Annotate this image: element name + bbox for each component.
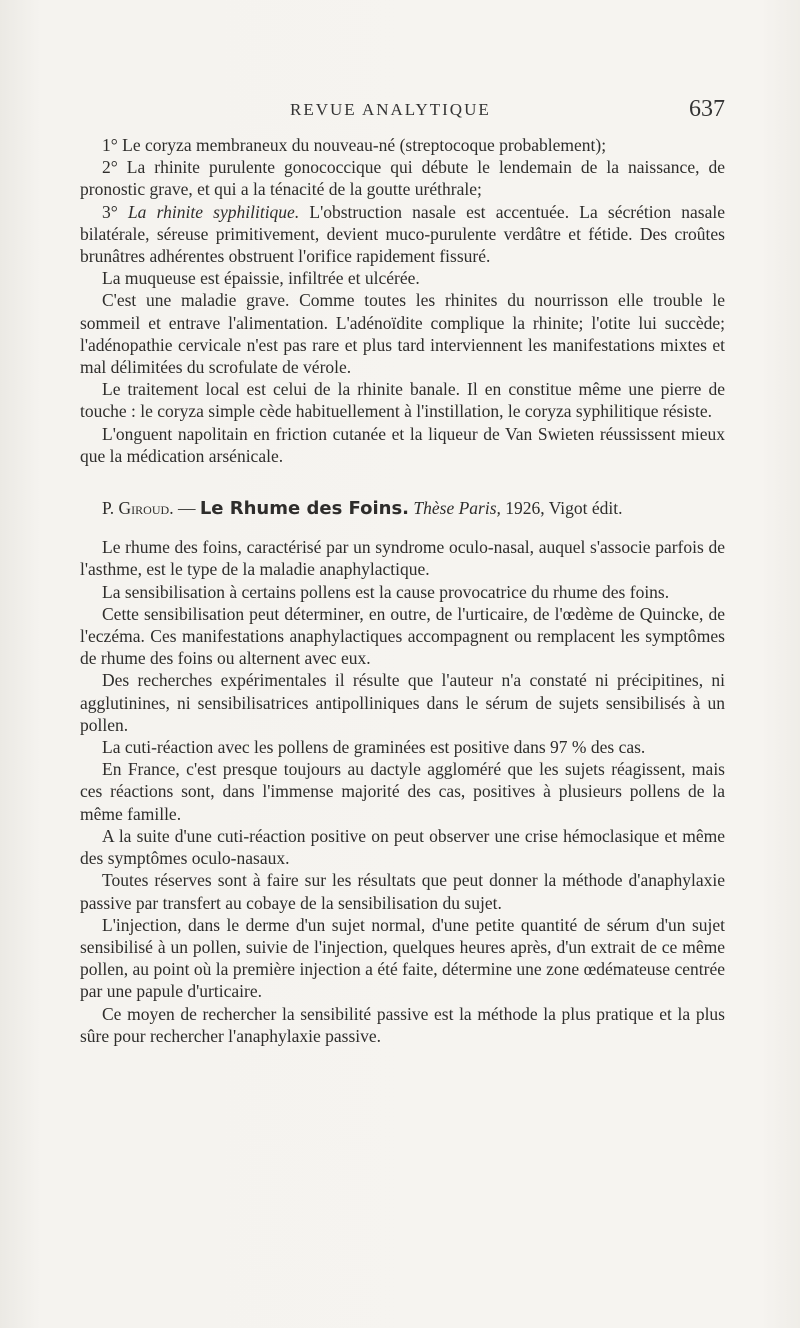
paragraph: 2° La rhinite purulente gonococcique qui débute le lendemain de la naissance, de pronostic grave, et qui a la ténacité de la goutte uréthrale; xyxy=(80,157,725,200)
paragraph: Le traitement local est celui de la rhinite banale. Il en constitue même une pierre de touche : le coryza simple cède habituellement à l'instillation, le coryza syphilitique résiste. xyxy=(80,379,725,422)
paragraph-text: L'obstruction nasale est accentuée. La sécrétion nasale bilatérale, séreuse primitivement, devient muco-purulente verdâtre et fétide. Des croûtes brunâtres adhérentes obstruent l'orifice rapidement fissuré. xyxy=(80,201,725,267)
paragraph: L'injection, dans le derme d'un sujet normal, d'une petite quantité de sérum d'un sujet sensibilisé à un pollen, suivie de l'injection, quelques heures après, d'un extrait de ce même pollen, au point où la première injection a été faite, détermine une zone œdémateuse centrée par une papule d'urticaire. xyxy=(80,914,725,1002)
paragraph xyxy=(80,201,725,268)
review-title: Le Rhume des Foins. xyxy=(199,498,410,520)
paragraph: Cette sensibilisation peut déterminer, en outre, de l'urticaire, de l'œdème de Quincke, de l'eczéma. Ces manifestations anaphylactiques accompagnent ou remplacent les symptômes de rhume des foins ou alternent avec eux. xyxy=(80,603,725,669)
paragraph: Ce moyen de rechercher la sensibilité passive est la méthode la plus pratique et la plus sûre pour rechercher l'anaphylaxie passive. xyxy=(80,1003,725,1046)
review-publisher: 1926, Vigot édit. xyxy=(500,498,623,519)
article-body xyxy=(80,134,725,1047)
author-initial: P. xyxy=(102,498,119,519)
paragraph: La sensibilisation à certains pollens est la cause provocatrice du rhume des foins. xyxy=(102,581,670,602)
paragraph: 1° Le coryza membraneux du nouveau-né (streptocoque probablement); xyxy=(102,135,607,155)
paragraph: A la suite d'une cuti-réaction positive on peut observer une crise hémoclasique et même des symptômes oculo-nasaux. xyxy=(80,825,725,869)
review-source: Thèse Paris, xyxy=(413,498,501,519)
review-heading xyxy=(80,497,725,520)
paragraph: Des recherches expérimentales il résulte que l'auteur n'a constaté ni précipitines, ni agglutinines, ni sensibilisatrices antipolliniques dans le sérum de sujets sensibilisés à un pollen. xyxy=(80,670,725,735)
paragraph: Le rhume des foins, caractérisé par un syndrome oculo-nasal, auquel s'associe parfois de l'asthme, est le type de la maladie anaphylactique. xyxy=(80,537,725,580)
paragraph-prefix: 3° xyxy=(102,201,128,222)
paragraph: La cuti-réaction avec les pollens de graminées est positive dans 97 % des cas. xyxy=(102,737,646,758)
paragraph: La muqueuse est épaissie, infiltrée et ulcérée. xyxy=(102,268,420,289)
author-name: Giroud xyxy=(118,498,170,519)
paragraph: Toutes réserves sont à faire sur les résultats que peut donner la méthode d'anaphylaxie passive par transfert au cobaye de la sensibilisation du sujet. xyxy=(80,870,725,913)
italic-phrase: La rhinite syphilitique. xyxy=(127,201,300,222)
heading-separator: . — xyxy=(169,498,200,519)
paragraph: L'onguent napolitain en friction cutanée et la liqueur de Van Swieten réussissent mieux que la médication arsénicale. xyxy=(80,423,725,466)
running-header xyxy=(80,96,725,124)
page-number: 637 xyxy=(689,96,725,122)
paragraph: C'est une maladie grave. Comme toutes les rhinites du nourrisson elle trouble le sommeil et entrave l'alimentation. L'adénoïdite complique la rhinite; l'otite lui succède; l'adénopathie cervicale n'est pas rare et plus tard interviennent les manifestations mixtes et mal délimitées du scrofulate de vérole. xyxy=(80,290,725,378)
running-title: REVUE ANALYTIQUE xyxy=(290,100,491,119)
paragraph: En France, c'est presque toujours au dactyle aggloméré que les sujets réagissent, mais ces réactions sont, dans l'immense majorité des cas, positives à plusieurs pollens de la même famille. xyxy=(80,759,725,824)
